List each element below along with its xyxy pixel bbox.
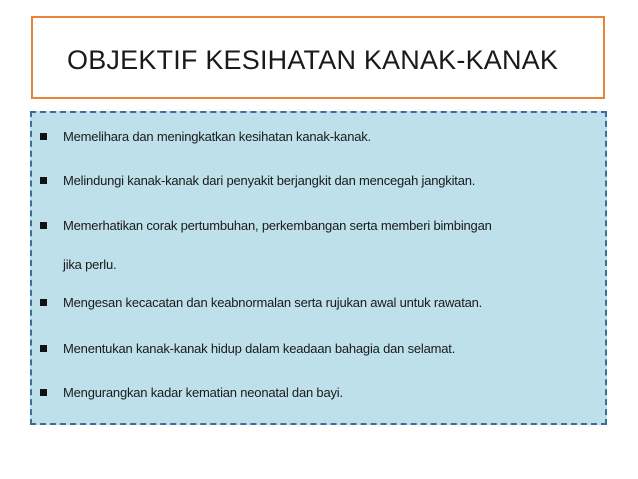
slide-title: OBJEKTIF KESIHATAN KANAK-KANAK <box>67 45 559 75</box>
list-item-text: Melindungi kanak-kanak dari penyakit berjangkit dan mencegah jangkitan. <box>63 173 476 188</box>
square-bullet-icon <box>40 222 47 229</box>
square-bullet-icon <box>40 177 47 184</box>
list-item-text: Memerhatikan corak pertumbuhan, perkembangan serta memberi bimbingan <box>63 218 492 233</box>
square-bullet-icon <box>40 389 47 396</box>
square-bullet-icon <box>40 299 47 306</box>
list-item-text: Memelihara dan meningkatkan kesihatan kanak-kanak. <box>63 129 371 144</box>
list-item-text-continuation: jika perlu. <box>63 257 117 272</box>
list-item-text: Mengesan kecacatan dan keabnormalan serta rujukan awal untuk rawatan. <box>63 295 483 310</box>
list-item-text: Mengurangkan kadar kematian neonatal dan bayi. <box>63 385 343 400</box>
list-item-text: Menentukan kanak-kanak hidup dalam keadaan bahagia dan selamat. <box>63 341 456 356</box>
square-bullet-icon <box>40 133 47 140</box>
title-box <box>31 16 605 99</box>
objectives-panel <box>30 111 607 425</box>
square-bullet-icon <box>40 345 47 352</box>
